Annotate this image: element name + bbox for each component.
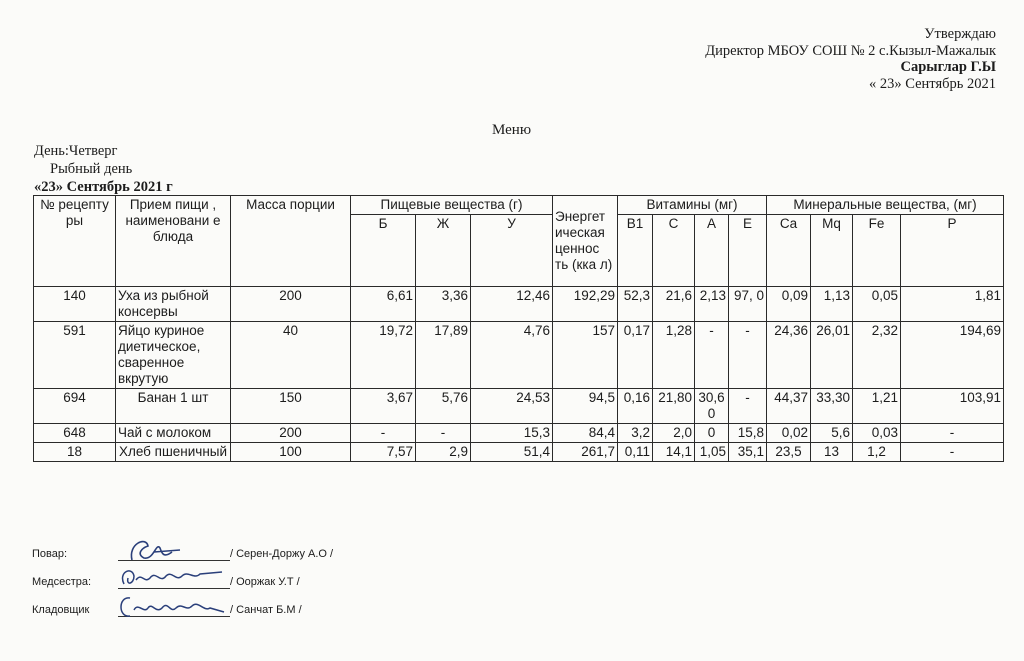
vitamin-b1-value: 0,11 — [618, 443, 653, 462]
vitamin-c-value: 21,6 — [653, 287, 695, 322]
header-meal: Прием пищи , наименовани е блюда — [116, 196, 231, 287]
magnesium-value: 33,30 — [811, 389, 853, 424]
dish-name: Банан 1 шт — [116, 389, 231, 424]
vitamin-b1-value: 0,16 — [618, 389, 653, 424]
magnesium-value: 26,01 — [811, 322, 853, 389]
vitamin-e-value: 15,8 — [729, 424, 767, 443]
table-row — [34, 287, 1004, 322]
signature-role: Повар: — [32, 548, 68, 560]
carbs-value: 4,76 — [471, 322, 553, 389]
header-energy: Энергет ическая ценнос ть (кка л) — [553, 196, 618, 287]
signature-name: / Серен-Доржу А.О / — [230, 548, 334, 560]
vitamin-c-value: 1,28 — [653, 322, 695, 389]
vitamin-e-value: - — [729, 389, 767, 424]
calcium-value: 23,5 — [767, 443, 811, 462]
iron-value: 0,05 — [853, 287, 901, 322]
signature-name: / Санчат Б.М / — [230, 604, 302, 616]
energy-value: 84,4 — [553, 424, 618, 443]
header-recipe: № рецепту ры — [34, 196, 116, 287]
phosphorus-value: 103,91 — [901, 389, 1004, 424]
portion-mass: 150 — [231, 389, 351, 424]
day-theme: Рыбный день — [50, 161, 133, 177]
recipe-number: 591 — [34, 322, 116, 389]
signature-role: Кладовщик — [32, 604, 90, 616]
protein-value: - — [351, 424, 416, 443]
table-row — [34, 443, 1004, 462]
dish-name: Чай с молоком — [116, 424, 231, 443]
handwritten-signature — [116, 590, 226, 624]
magnesium-value: 1,13 — [811, 287, 853, 322]
phosphorus-value: 194,69 — [901, 322, 1004, 389]
subheader-ca: Ca — [767, 215, 811, 287]
fat-value: 5,76 — [416, 389, 471, 424]
table-row — [34, 322, 1004, 389]
protein-value: 6,61 — [351, 287, 416, 322]
vitamin-a-value: - — [695, 322, 729, 389]
vitamin-b1-value: 52,3 — [618, 287, 653, 322]
calcium-value: 44,37 — [767, 389, 811, 424]
carbs-value: 51,4 — [471, 443, 553, 462]
day-info — [34, 142, 173, 196]
subheader-mg: Mq — [811, 215, 853, 287]
approval-line-1: Утверждаю — [924, 26, 996, 42]
fat-value: 2,9 — [416, 443, 471, 462]
vitamin-e-value: - — [729, 322, 767, 389]
vitamin-a-value: 0 — [695, 424, 729, 443]
subheader-c: C — [653, 215, 695, 287]
approval-line-2: Директор МБОУ СОШ № 2 с.Кызыл-Мажалык — [705, 42, 996, 59]
subheader-b: Б — [351, 215, 416, 287]
header-nutrients: Пищевые вещества (г) — [351, 196, 553, 215]
portion-mass: 40 — [231, 322, 351, 389]
energy-value: 94,5 — [553, 389, 618, 424]
subheader-a: A — [695, 215, 729, 287]
table-row — [34, 424, 1004, 443]
document-title: Меню — [492, 122, 532, 138]
magnesium-value: 5,6 — [811, 424, 853, 443]
header-mass: Масса порции — [231, 196, 351, 287]
fat-value: - — [416, 424, 471, 443]
dish-name: Яйцо куриное диетическое, сваренное вкрутую — [116, 322, 231, 389]
approval-line-4: « 23» Сентябрь 2021 — [869, 75, 996, 92]
energy-value: 157 — [553, 322, 618, 389]
phosphorus-value: - — [901, 443, 1004, 462]
menu-table — [33, 195, 1004, 462]
header-minerals: Минеральные вещества, (мг) — [767, 196, 1004, 215]
protein-value: 7,57 — [351, 443, 416, 462]
vitamin-e-value: 35,1 — [729, 443, 767, 462]
portion-mass: 100 — [231, 443, 351, 462]
carbs-value: 15,3 — [471, 424, 553, 443]
carbs-value: 24,53 — [471, 389, 553, 424]
menu-date: «23» Сентябрь 2021 г — [34, 179, 173, 195]
vitamin-a-value: 2,13 — [695, 287, 729, 322]
phosphorus-value: - — [901, 424, 1004, 443]
portion-mass: 200 — [231, 424, 351, 443]
protein-value: 19,72 — [351, 322, 416, 389]
table-row — [34, 389, 1004, 424]
weekday: День:Четверг — [34, 143, 118, 159]
subheader-e: E — [729, 215, 767, 287]
magnesium-value: 13 — [811, 443, 853, 462]
energy-value: 192,29 — [553, 287, 618, 322]
subheader-b1: B1 — [618, 215, 653, 287]
iron-value: 1,21 — [853, 389, 901, 424]
vitamin-a-value: 1,05 — [695, 443, 729, 462]
recipe-number: 18 — [34, 443, 116, 462]
iron-value: 0,03 — [853, 424, 901, 443]
signature-name: / Ооржак У.Т / — [230, 576, 300, 588]
calcium-value: 0,09 — [767, 287, 811, 322]
recipe-number: 140 — [34, 287, 116, 322]
vitamin-c-value: 21,80 — [653, 389, 695, 424]
energy-value: 261,7 — [553, 443, 618, 462]
calcium-value: 0,02 — [767, 424, 811, 443]
phosphorus-value: 1,81 — [901, 287, 1004, 322]
subheader-zh: Ж — [416, 215, 471, 287]
vitamin-a-value: 30,6 0 — [695, 389, 729, 424]
protein-value: 3,67 — [351, 389, 416, 424]
fat-value: 17,89 — [416, 322, 471, 389]
subheader-u: У — [471, 215, 553, 287]
carbs-value: 12,46 — [471, 287, 553, 322]
vitamin-b1-value: 0,17 — [618, 322, 653, 389]
subheader-p: P — [901, 215, 1004, 287]
iron-value: 2,32 — [853, 322, 901, 389]
recipe-number: 694 — [34, 389, 116, 424]
dish-name: Уха из рыбной консервы — [116, 287, 231, 322]
signature-role: Медсестра: — [32, 576, 92, 588]
header-vitamins: Витамины (мг) — [618, 196, 767, 215]
calcium-value: 24,36 — [767, 322, 811, 389]
vitamin-e-value: 97, 0 — [729, 287, 767, 322]
vitamin-b1-value: 3,2 — [618, 424, 653, 443]
vitamin-c-value: 2,0 — [653, 424, 695, 443]
fat-value: 3,36 — [416, 287, 471, 322]
approval-block — [705, 26, 996, 92]
subheader-fe: Fe — [853, 215, 901, 287]
portion-mass: 200 — [231, 287, 351, 322]
dish-name: Хлеб пшеничный — [116, 443, 231, 462]
vitamin-c-value: 14,1 — [653, 443, 695, 462]
recipe-number: 648 — [34, 424, 116, 443]
approval-line-3: Сарыглар Г.Ы — [900, 59, 996, 75]
iron-value: 1,2 — [853, 443, 901, 462]
